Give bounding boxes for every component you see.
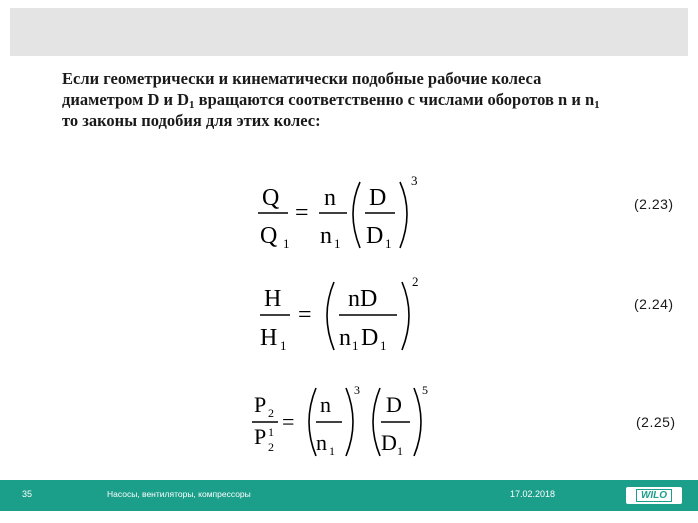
formula-2-23-n1-sub: 1	[334, 236, 341, 251]
formula-2-25	[250, 382, 440, 462]
equation-number-2-24: (2.24)	[634, 296, 674, 312]
formula-2-24-n1-sub: 1	[352, 338, 359, 353]
intro-line-2-part-b: вращаются соответственно с числами оборотов n и n	[194, 90, 595, 109]
formula-2-25-paren2-left	[373, 388, 380, 456]
intro-text	[62, 68, 682, 131]
formula-2-24-exponent: 2	[412, 274, 419, 289]
formula-2-23-q: Q	[262, 185, 280, 211]
formula-2-23-n: n	[324, 185, 336, 211]
wilo-logo-text: WILO	[636, 489, 672, 502]
formula-2-24-h: H	[264, 286, 282, 312]
formula-2-23-right-paren	[400, 182, 407, 248]
formula-2-23-q1-sub: 1	[283, 236, 290, 251]
footer-date: 17.02.2018	[510, 489, 556, 499]
formula-2-25-p-denominator: P	[254, 424, 267, 449]
formula-2-25-den-sup: 1	[268, 425, 274, 439]
formula-2-23-n1: n	[320, 223, 332, 249]
formula-2-25-paren1-left	[309, 388, 316, 456]
formula-2-23	[250, 172, 430, 254]
header-band	[10, 8, 688, 56]
intro-line-3: то законы подобия для этих колес:	[62, 111, 321, 130]
equation-number-2-23: (2.23)	[634, 196, 674, 212]
formula-2-25-den-sub: 2	[268, 440, 274, 454]
formula-2-24-left-paren	[327, 282, 334, 350]
formula-2-25-d1-sub: 1	[397, 444, 403, 458]
formula-2-23-exponent: 3	[411, 173, 418, 188]
formula-2-23-left-paren	[353, 182, 360, 248]
formula-2-24	[250, 272, 430, 356]
page-number: 35	[22, 489, 33, 499]
formula-2-23-d1: D	[366, 223, 384, 249]
formula-2-25-paren1-right	[346, 388, 353, 456]
formula-2-25-d1: D	[381, 430, 397, 455]
formula-2-25-n1-sub: 1	[329, 444, 335, 458]
formula-2-23-q1: Q	[260, 223, 278, 249]
intro-line-2-part-a: диаметром D и D	[62, 90, 190, 109]
formula-2-25-n: n	[320, 392, 331, 417]
intro-line-1: Если геометрически и кинематически подобные рабочие колеса	[62, 69, 542, 88]
formula-2-24-nd: nD	[348, 286, 378, 312]
formula-2-25-exponent-5: 5	[422, 383, 428, 397]
formula-2-24-d1-sub: 1	[380, 338, 387, 353]
footer-title: Насосы, вентиляторы, компрессоры	[107, 489, 251, 499]
footer-bar	[0, 480, 698, 511]
bottom-margin	[0, 511, 698, 523]
formula-2-24-equals: =	[298, 302, 312, 328]
formula-2-23-equals: =	[295, 200, 309, 226]
formula-2-25-d: D	[386, 392, 402, 417]
formula-2-25-p2-sub: 2	[268, 406, 274, 420]
formula-2-25-paren2-right	[414, 388, 421, 456]
formula-2-23-d1-sub: 1	[385, 236, 392, 251]
intro-subscript-n1: 1	[594, 99, 600, 111]
formula-2-23-d: D	[369, 185, 387, 211]
formula-2-25-n1: n	[316, 430, 327, 455]
wilo-logo	[626, 487, 682, 504]
formula-2-24-h1: H	[260, 325, 278, 351]
formula-2-24-d1: D	[361, 325, 379, 351]
formula-2-25-equals: =	[282, 409, 295, 434]
formula-2-24-right-paren	[402, 282, 409, 350]
formula-2-25-exponent-3: 3	[354, 383, 360, 397]
formula-2-24-n1: n	[339, 325, 351, 351]
intro-subscript-d1: 1	[189, 99, 195, 111]
intro-line-2	[62, 89, 682, 110]
equation-number-2-25: (2.25)	[636, 414, 676, 430]
formula-2-25-p2: P	[254, 392, 267, 417]
formula-2-24-h1-sub: 1	[280, 338, 287, 353]
